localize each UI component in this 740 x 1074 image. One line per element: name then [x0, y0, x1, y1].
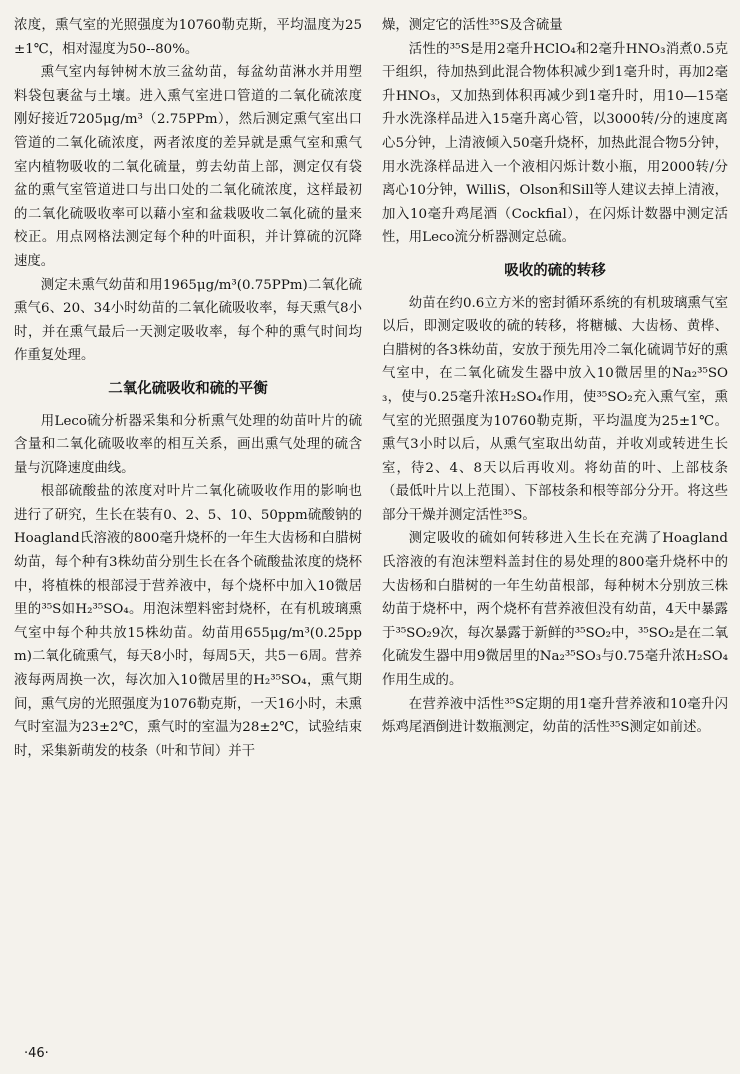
paragraph: 测定未熏气幼苗和用1965μg/m³(0.75PPm)二氧化硫熏气6、20、34小时幼苗的二氧化硫吸收率，每天熏气8小时，并在熏气最后一天测定吸收率，每个种的熏气时间均作重复处理。	[14, 277, 362, 364]
paragraph: 浓度，熏气室的光照强度为10760勒克斯，平均温度为25±1℃，相对湿度为50--80%。	[14, 18, 362, 57]
paragraph: 在营养液中活性³⁵S定期的用1毫升营养液和10毫升闪烁鸡尾酒倒进计数瓶测定，幼苗的活性³⁵S测定如前述。	[382, 696, 728, 736]
paragraph: 用Leco硫分析器采集和分析熏气处理的幼苗叶片的硫含量和二氧化硫吸收率的相互关系，画出熏气处理的硫含量与沉降速度曲线。	[14, 413, 362, 476]
paragraph: 根部硫酸盐的浓度对叶片二氧化硫吸收作用的影响也进行了研究，生长在装有0、2、5、10、50ppm硫酸钠的Hoagland氏溶液的800毫升烧杯的一年生大齿杨和白腊树幼苗，每个种有3株幼苗分别生长在各个硫酸盐浓度的烧杯中，将植株的根部浸于营养液中，每个烧杯中加入10微居里的³⁵S如H₂³⁵SO₄。用泡沫塑料密封烧杯，在有机玻璃熏气室中每个种共放15株幼苗。幼苗用655μg/m³(0.25ppm)二氧化硫熏气，每天8小时，每周5天，共5－6周。营养液每两周换一次，每次加入10微居里的H₂³⁵SO₄，熏气期间，熏气房的光照强度为1076勒克斯，一天16小时，未熏气时室温为23±2℃，熏气时的室温为28±2℃，试验结束时，采集新萌发的枝条（叶和节间）并干	[14, 484, 362, 759]
paragraph: 熏气室内每钟树木放三盆幼苗，每盆幼苗淋水并用塑料袋包裹盆与土壤。进入熏气室进口管道的二氧化硫浓度刚好接近7205μg/m³（2.75PPm），然后测定熏气室出口管道的二氧化硫浓度，两者浓度的差异就是熏气室和熏气室内植物吸收的二氧化硫量，剪去幼苗上部，测定仅有袋盆的熏气室管道进口与出口处的二氧化硫浓度，这样最初的二氧化硫吸收率可以藉小室和盆栽吸收二氧化硫的量来校正。用点网格法测定每个种的叶面积，并计算硫的沉降速度。	[14, 65, 362, 269]
section-heading: 吸收的硫的转移	[504, 262, 606, 279]
page-number: ·46·	[24, 1046, 49, 1061]
paragraph: 幼苗在约0.6立方米的密封循环系统的有机玻璃熏气室以后，即测定吸收的硫的转移，将糖槭、大齿杨、黄桦、白腊树的各3株幼苗，安放于预先用冷二氧化硫调节好的熏气室中，在二氧化硫发生器中放入10微居里的Na₂³⁵SO₃，使与0.25毫升浓H₂SO₄作用，使³⁵SO₂充入熏气室，熏气室的光照强度为10760勒克斯，平均温度为25±1℃。熏气3小时以后，从熏气室取出幼苗，并收刈或转进生长室，待2、4、8天以后再收刈。将幼苗的叶、上部枝条（最低叶片以上范围）、下部枝条和根等部分分开。将这些部分干燥并测定活性³⁵S。	[382, 295, 728, 523]
section-heading: 二氧化硫吸收和硫的平衡	[108, 380, 268, 397]
paragraph: 燥，测定它的活性³⁵S及含硫量	[382, 18, 563, 33]
paragraph: 测定吸收的硫如何转移进入生长在充满了Hoagland氏溶液的有泡沫塑料盖封住的易处理的800毫升烧杯中的大齿杨和白腊树的一年生幼苗根部，每种树木分别放三株幼苗于烧杯中，两个烧杯有营养液但没有幼苗，4天中暴露于³⁵SO₂9次，每次暴露于新鲜的³⁵SO₂中，³⁵SO₂是在二氧化硫发生器中用9微居里的Na₂³⁵SO₃与0.75毫升浓H₂SO₄作用生成的。	[382, 531, 728, 689]
paragraph: 活性的³⁵S是用2毫升HClO₄和2毫升HNO₃消煮0.5克干组织，待加热到此混合物体积减少到1毫升时，再加2毫升HNO₃，又加热到体积再减少到1毫升时，用10—15毫升水洗涤样品进入15毫升离心管，以3000转/分的速度离心5分钟，上清液倾入50毫升烧杯，加热此混合物5分钟，用水洗涤样品进入一个液相闪烁计数小瓶，用2000转/分离心10分钟，WilliS，Olson和Sill等人建议去掉上清液，加入10毫升鸡尾酒（Cockfial），在闪烁计数器中测定活性，用Leco流分析器测定总硫。	[382, 41, 728, 246]
right-column	[382, 14, 728, 740]
left-column	[14, 14, 362, 763]
